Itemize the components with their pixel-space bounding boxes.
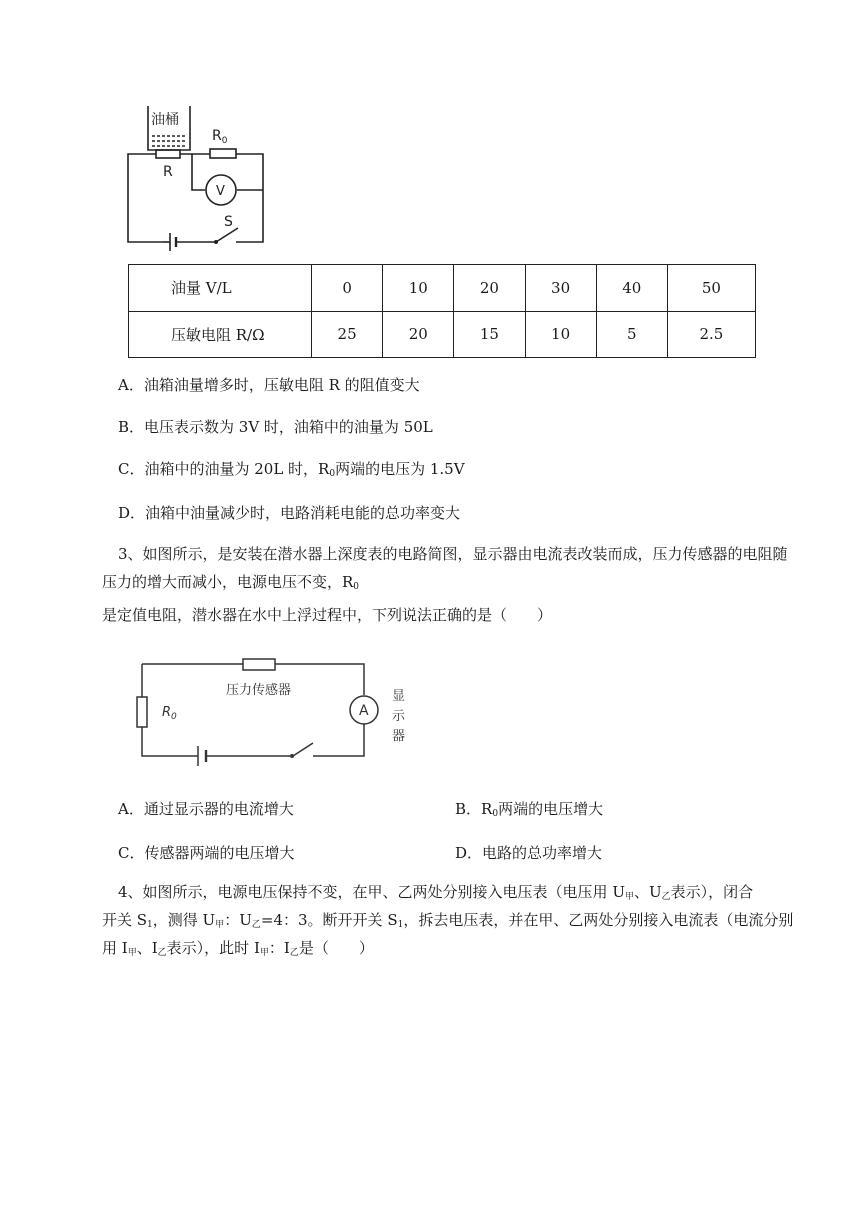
r0-subscript: 0 (221, 136, 228, 146)
r0-subscript: 0 (171, 712, 177, 722)
svg-text:R0 (212, 128, 228, 146)
table-cell: 0 (312, 265, 383, 312)
display-char: 器 (392, 729, 406, 744)
switch-label: S (224, 214, 233, 230)
table-cell: 30 (525, 265, 596, 312)
pressure-sensor-label: 压力传感器 (226, 683, 292, 698)
oil-resistance-table (128, 264, 756, 358)
tank-label: 油桶 (151, 112, 179, 128)
q3-option-b: B．$R_0$两端的电压增大 (455, 800, 604, 819)
q2-option-a: A．油箱油量增多时，压敏电阻 R 的阻值变大 (118, 376, 420, 394)
table-cell: 10 (383, 265, 454, 312)
r0-label: R (162, 705, 172, 720)
table-row-label: 油量 V/L (129, 265, 312, 312)
display-char: 示 (392, 709, 406, 724)
table-cell: 10 (525, 311, 596, 358)
voltmeter-label: V (216, 184, 225, 199)
svg-text:R0 (162, 705, 177, 722)
q3-option-a: A．通过显示器的电流增大 (118, 800, 294, 818)
oil-tank-circuit-diagram (118, 100, 278, 260)
q4-line-1: 4、如图所示，电源电压保持不变，在甲、乙两处分别接入电压表（电压用 $U_甲$、$U_乙$表示），闭合 (118, 883, 754, 902)
table-cell: 2.5 (667, 311, 755, 358)
table-cell: 25 (312, 311, 383, 358)
table-row (129, 311, 756, 358)
r-label: R (163, 164, 173, 180)
q2-option-b: B．电压表示数为 3V 时，油箱中的油量为 50L (118, 418, 433, 436)
table-cell: 50 (667, 265, 755, 312)
q3-option-c: C．传感器两端的电压增大 (118, 844, 295, 862)
table-cell: 20 (454, 265, 525, 312)
q3-question-text: 3、如图所示，是安装在潜水器上深度表的电路简图，显示器由电流表改装而成，压力传感器的电阻随压力的增大而减小，电源电压不变，$R_0$是定值电阻，潜水器在水中上浮过程中，下列说法正确的是（ ） (102, 545, 788, 624)
q3-option-d: D．电路的总功率增大 (455, 844, 603, 862)
r0-label: R (212, 128, 222, 144)
table-row-label: 压敏电阻 R/Ω (129, 311, 312, 358)
table-cell: 40 (596, 265, 667, 312)
q2-option-d: D．油箱中油量减少时，电路消耗电能的总功率变大 (118, 504, 461, 522)
q4-line-2: 开关 $S_1$，测得 $U_甲$：$U_乙=4$：3。断开开关 $S_1$，拆去电压表，并在甲、乙两处分别接入电流表（电流分别 (102, 911, 794, 930)
table-row (129, 265, 756, 312)
q2-option-c: C．油箱中的油量为 20L 时，$R_0$两端的电压为 1.5V (118, 460, 465, 479)
table-cell: 5 (596, 311, 667, 358)
depth-gauge-circuit-diagram (128, 650, 418, 770)
table-cell: 20 (383, 311, 454, 358)
display-char: 显 (392, 689, 406, 704)
ammeter-label: A (359, 703, 369, 719)
q4-line-3: 用 $I_甲$、$I_乙$表示），此时 $I_甲$：$I_乙$是（ ） (102, 939, 374, 958)
table-cell: 15 (454, 311, 525, 358)
